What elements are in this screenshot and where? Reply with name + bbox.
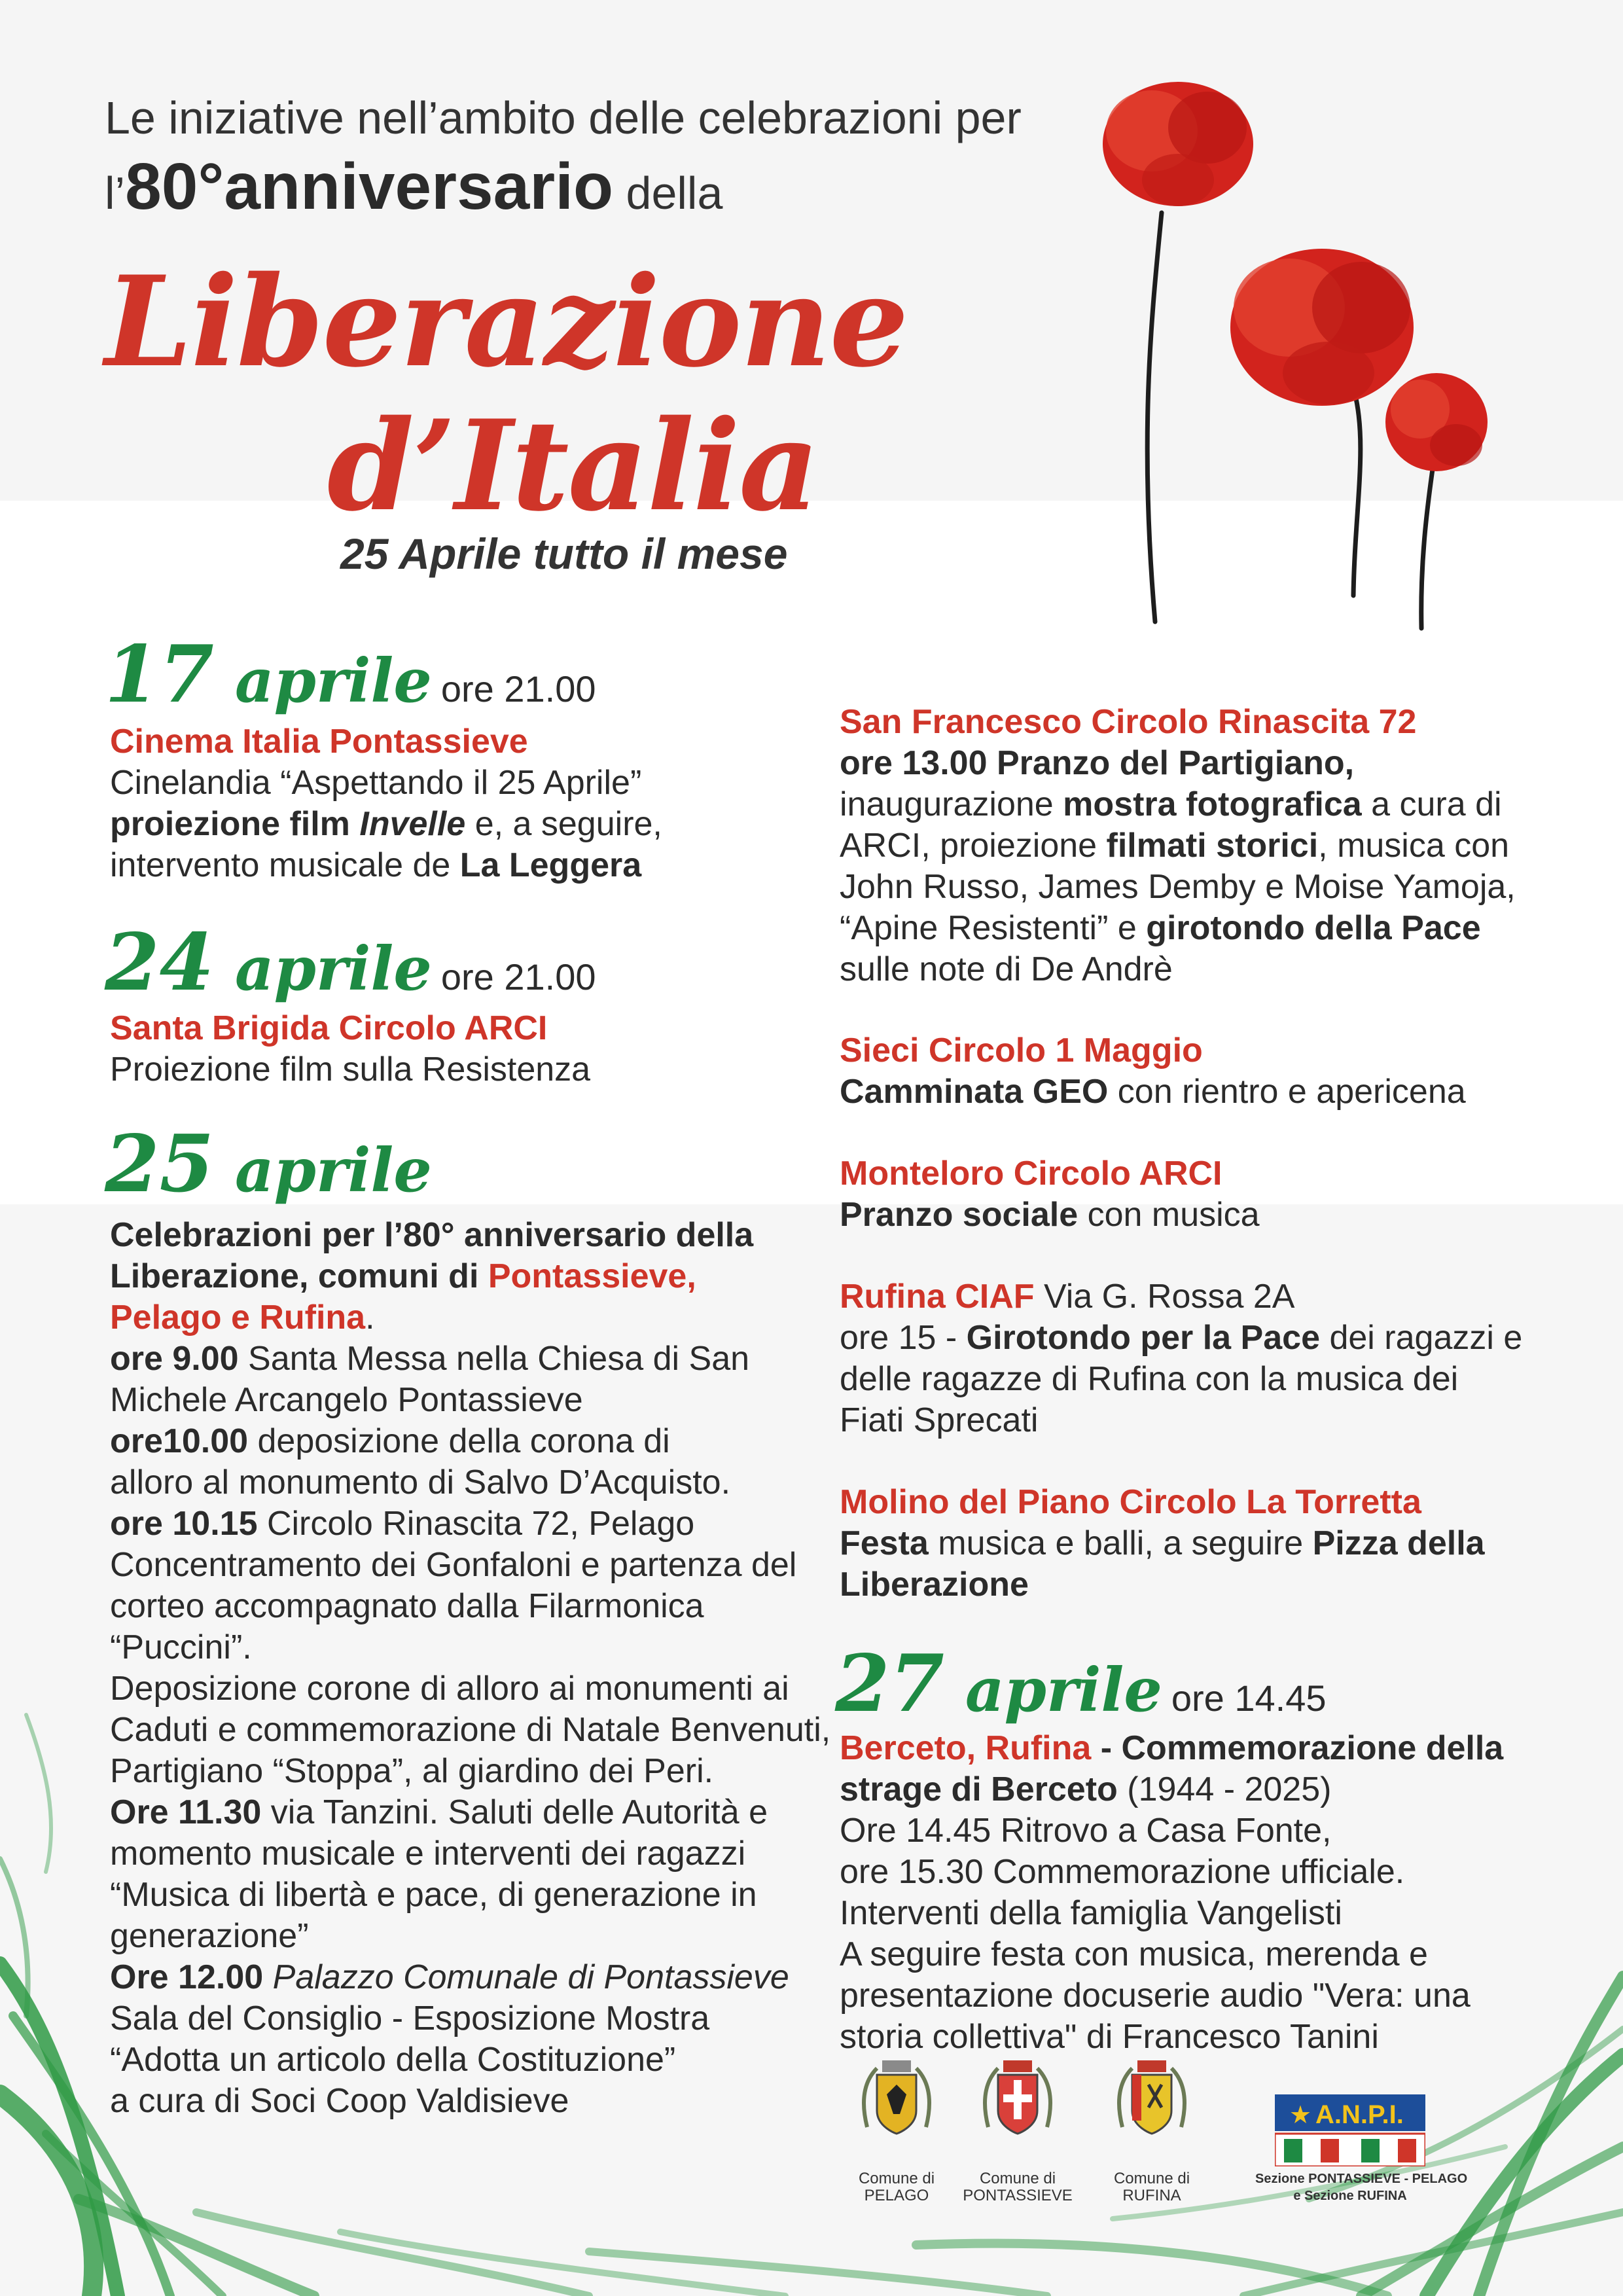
event-line: proiezione film Invelle e, a seguire, xyxy=(110,805,662,843)
logo-pelago: Comune di PELAGO xyxy=(844,2049,949,2204)
event-25-block: Celebrazioni per l’80° anniversario della Liberazione, comuni di Pontassieve, Pelago e Rufina. ore 9.00 Santa Messa nella Chiesa di San Michele Arcangelo Pontassieve ore10.00 deposizione della corona di alloro al monumento di Salvo D’Acquisto. ore 10.15 Circolo Rinascita 72, Pelago Concentramento dei Gonfaloni e partenza del corteo accompagnato dalla Filarmonica “Puccini”. Deposizione corone di alloro ai monumenti ai Caduti e commemorazione di Natale Benvenuti, Partigiano “Stoppa”, al giardino dei Peri. Ore 11.30 via Tanzini. Saluti delle Autorità e momento musicale e interventi dei ragazzi “Musica di libertà e pace, di generazione in generazione” Ore 12.00 Palazzo Comunale di Pontassieve Sala del Consiglio - Esposizione Mostra “Adotta un articolo della Costituzione” a cura di Soci Coop Valdisieve xyxy=(110,1216,831,2120)
event-venue: Molino del Piano Circolo La Torretta xyxy=(840,1483,1421,1521)
date-month: aprile xyxy=(944,1655,1162,1725)
event-venue: Cinema Italia Pontassieve xyxy=(110,723,528,761)
date-heading-27 xyxy=(835,1638,1327,1730)
event-monteloro-block: Monteloro Circolo ARCI Pranzo sociale con musica xyxy=(840,1155,1260,1234)
intro-line: Le iniziative nell’ambito delle celebrazioni per xyxy=(105,92,1022,143)
date-day: 17 xyxy=(105,628,214,721)
event-sanfrancesco-block: San Francesco Circolo Rinascita 72 ore 13.00 Pranzo del Partigiano, inaugurazione mostra fotografica a cura di ARCI, proiezione filmati storici, musica con John Russo, James Demby e Moise Yamoja, “Apine Resistenti” e girotondo della Pace sulle note di De Andrè xyxy=(840,703,1516,988)
logo-rufina: Comune di RUFINA xyxy=(1099,2049,1204,2204)
event-17-block xyxy=(110,721,662,886)
date-heading-24 xyxy=(105,916,596,1009)
event-molino-block: Molino del Piano Circolo La Torretta Festa musica e balli, a seguire Pizza della Liberazione xyxy=(840,1483,1485,1604)
date-heading-17 xyxy=(105,628,596,721)
event-24-block xyxy=(110,1008,590,1090)
anpi-logo-icon xyxy=(1275,2094,1425,2166)
event-sieci-block: Sieci Circolo 1 Maggio Camminata GEO con rientro e apericena xyxy=(840,1031,1466,1111)
event-venue: Sieci Circolo 1 Maggio xyxy=(840,1031,1203,1069)
date-month: aprile xyxy=(214,645,432,716)
intro-prefix: l’ xyxy=(105,168,126,219)
date-time: ore 14.45 xyxy=(1171,1677,1327,1719)
svg-text:★: ★ xyxy=(1289,2100,1312,2129)
event-venue: San Francesco Circolo Rinascita 72 xyxy=(840,703,1417,741)
date-day: 24 xyxy=(105,916,214,1009)
date-day: 27 xyxy=(835,1638,944,1730)
rufina-coat-of-arms-icon xyxy=(1113,2049,1191,2166)
event-venue: Santa Brigida Circolo ARCI xyxy=(110,1009,548,1047)
event-line: Cinelandia “Aspettando il 25 Aprile” xyxy=(110,764,642,802)
date-month: aprile xyxy=(214,933,432,1004)
date-month: aprile xyxy=(214,1135,432,1206)
date-heading-25 xyxy=(105,1118,432,1210)
poppy-flowers-icon xyxy=(1080,65,1538,641)
pelago-coat-of-arms-icon xyxy=(857,2049,936,2166)
date-time: ore 21.00 xyxy=(440,956,596,997)
page-subtitle: 25 Aprile tutto il mese xyxy=(340,529,788,578)
event-venue: Berceto, Rufina xyxy=(840,1729,1092,1767)
event-line: intervento musicale de La Leggera xyxy=(110,846,642,884)
anpi-text: A.N.P.I. xyxy=(1315,2100,1404,2129)
date-day: 25 xyxy=(105,1118,214,1210)
event-27-block: Berceto, Rufina - Commemorazione della strage di Berceto (1944 - 2025) Ore 14.45 Ritrovo a Casa Fonte, ore 15.30 Commemorazione ufficiale. Interventi della famiglia Vangelisti A seguire festa con musica, merenda e presentazione docuserie audio "Vera: una storia collettiva" di Francesco Tanini xyxy=(840,1729,1504,2056)
anniversary-text: 80°anniversario xyxy=(125,150,614,223)
date-time: ore 21.00 xyxy=(440,668,596,709)
page-title-line2: d’Italia xyxy=(327,393,819,539)
event-line: Proiezione film sulla Resistenza xyxy=(110,1050,591,1088)
page-title-line1: Liberazione xyxy=(105,249,908,395)
logo-anpi: ★ A.N.P.I. Sezione PONTASSIEVE - PELAGO e Sezione RUFINA xyxy=(1255,2094,1445,2204)
logo-pontassieve: Comune di PONTASSIEVE xyxy=(962,2049,1073,2204)
anniversary-line xyxy=(105,149,722,224)
event-venue: Monteloro Circolo ARCI xyxy=(840,1155,1222,1193)
event-rufina-block: Rufina CIAF Via G. Rossa 2A ore 15 - Girotondo per la Pace dei ragazzi e delle ragazze di Rufina con la musica dei Fiati Sprecati xyxy=(840,1278,1523,1439)
intro-suffix: della xyxy=(613,168,723,219)
pontassieve-coat-of-arms-icon xyxy=(978,2049,1057,2166)
event-venue: Rufina CIAF xyxy=(840,1278,1035,1316)
